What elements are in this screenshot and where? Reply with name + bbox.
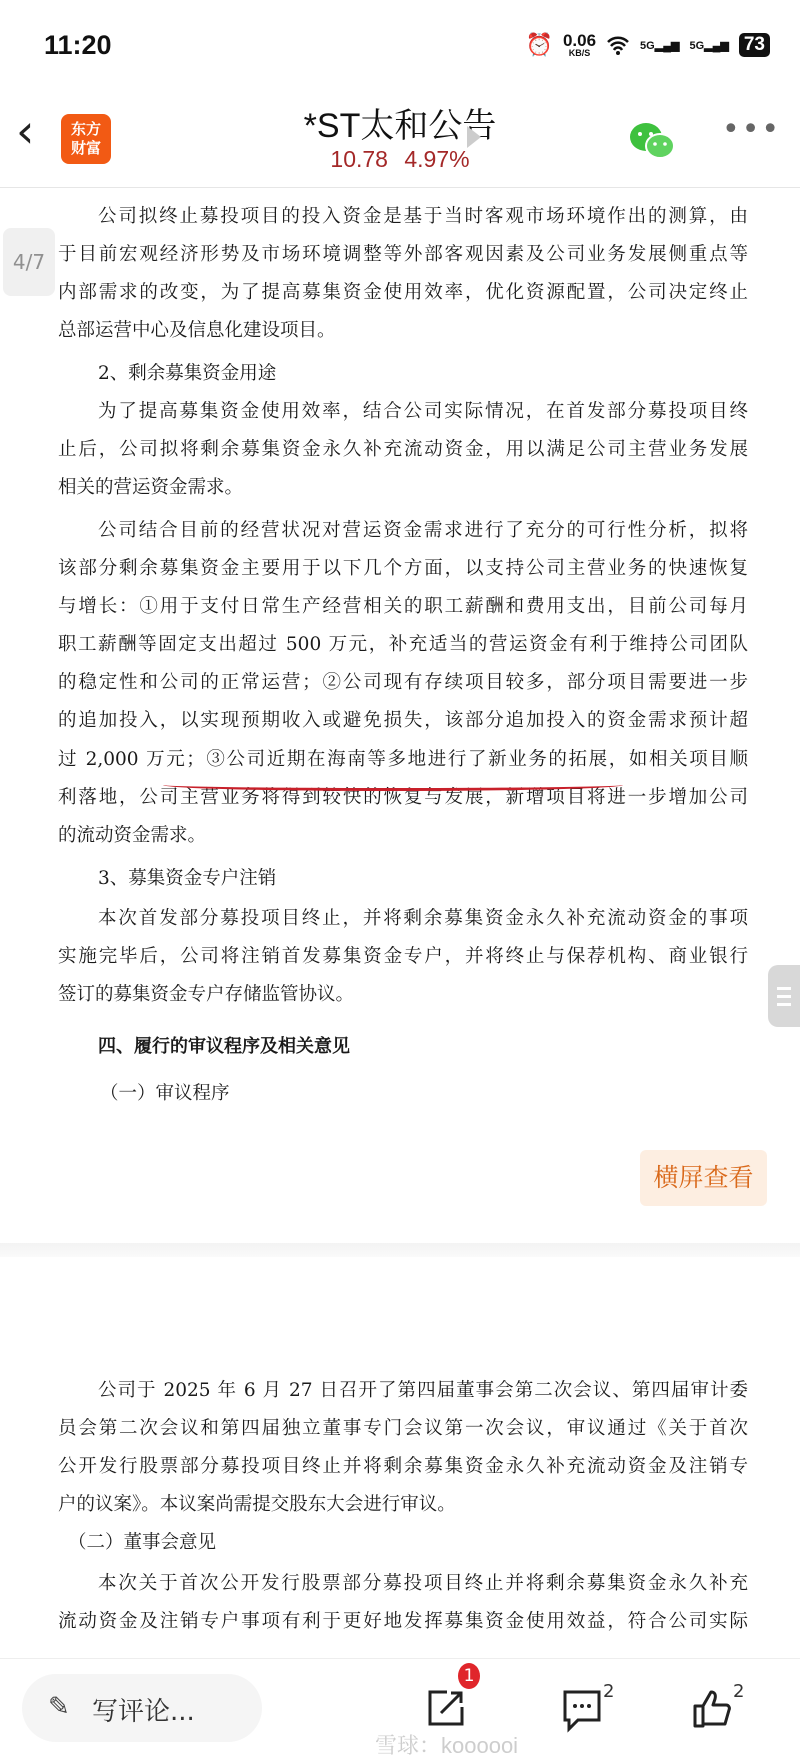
doc-line: 的流动资金需求。 [58, 825, 207, 846]
doc-line: 过 2,000 万元；③公司近期在海南等多地进行了新业务的拓展，如相关项目顺 [58, 749, 748, 770]
stock-change: 4.97% [404, 146, 470, 172]
comment-input[interactable]: ✎ 写评论... [22, 1674, 262, 1742]
doc-line: 公开发行股票部分募投项目终止并将剩余募集资金永久补充流动资金及注销专 [58, 1456, 748, 1477]
doc-line: 为了提高募集资金使用效率，结合公司实际情况，在首发部分募投项目终 [98, 401, 748, 422]
red-handwritten-underline [163, 779, 623, 791]
page-title[interactable]: *ST太和公告 [303, 107, 497, 145]
back-button[interactable]: ‹ [16, 104, 35, 158]
signal-icon-2: 5G▂▄▆ [689, 39, 729, 52]
stock-quote [0, 146, 800, 173]
page-indicator: 4/7 [3, 228, 55, 296]
net-speed: 0.06 KB/S [562, 31, 597, 58]
section-heading: 2、剩余募集资金用途 [98, 363, 277, 384]
doc-line: 实施完毕后，公司将注销首发募集资金专户，并将终止与保荐机构、商业银行 [58, 946, 748, 967]
alarm-icon: ⏰ [525, 32, 553, 57]
doc-line: 利落地，公司主营业务将得到较快的恢复与发展，新增项目将进一步增加公司 [58, 787, 748, 808]
status-bar [0, 0, 800, 90]
brand-logo[interactable]: 东方 财富 [61, 114, 111, 164]
doc-line: 该部分剩余募集资金主要用于以下几个方面，以支持公司主营业务的快速恢复 [58, 558, 748, 579]
more-options-icon[interactable]: ••• [722, 112, 782, 147]
watermark: 雪球：koooooi [375, 1733, 519, 1758]
like-icon[interactable] [692, 1689, 732, 1729]
doc-line: 总部运营中心及信息化建设项目。 [58, 320, 336, 341]
subsection-heading: （一）审议程序 [100, 1083, 230, 1104]
doc-line: 的稳定性和公司的正常运营；②公司现有存续项目较多，部分项目需要进一步 [58, 672, 748, 693]
doc-line: 公司拟终止募投项目的投入资金是基于当时客观市场环境作出的测算，由 [98, 206, 748, 227]
play-arrow-icon[interactable] [467, 126, 481, 148]
comment-count: 2 [603, 1681, 615, 1702]
section-heading: 四、履行的审议程序及相关意见 [98, 1036, 350, 1057]
doc-line: 止后，公司拟将剩余募集资金永久补充流动资金，用以满足公司主营业务发展 [58, 439, 748, 460]
comment-icon[interactable] [562, 1689, 602, 1733]
landscape-view-button[interactable]: 横屏查看 [640, 1150, 767, 1206]
pencil-icon: ✎ [48, 1692, 70, 1722]
doc-line: 相关的营运资金需求。 [58, 477, 244, 498]
doc-line: 员会第二次会议和第四届独立董事专门会议第一次会议，审议通过《关于首次 [58, 1418, 748, 1439]
wechat-share-icon[interactable] [627, 120, 677, 162]
clock: 11:20 [44, 30, 112, 60]
doc-line: 户的议案》。本议案尚需提交股东大会进行审议。 [58, 1494, 456, 1515]
stock-price: 10.78 [330, 146, 388, 172]
doc-line: 内部需求的改变，为了提高募集资金使用效率，优化资源配置，公司决定终止 [58, 282, 748, 303]
like-count: 2 [733, 1681, 745, 1702]
header [0, 90, 800, 188]
doc-line: 公司结合目前的经营状况对营运资金需求进行了充分的可行性分析，拟将 [98, 520, 748, 541]
doc-line: 与增长：①用于支付日常生产经营相关的职工薪酬和费用支出，目前公司每月 [58, 596, 748, 617]
doc-line: 流动资金及注销专户事项有利于更好地发挥募集资金使用效益，符合公司实际 [58, 1611, 748, 1632]
doc-line: 于目前宏观经济形势及市场环境调整等外部客观因素及公司业务发展侧重点等 [58, 244, 748, 265]
doc-line: 本次首发部分募投项目终止，并将剩余募集资金永久补充流动资金的事项 [98, 908, 748, 929]
scroll-handle[interactable] [768, 965, 800, 1027]
doc-line: 本次关于首次公开发行股票部分募投项目终止并将剩余募集资金永久补充 [98, 1573, 748, 1594]
doc-line: 的追加投入，以实现预期收入或避免损失，该部分追加投入的资金需求预计超 [58, 710, 748, 731]
share-icon[interactable] [427, 1689, 465, 1727]
bottom-bar [0, 1658, 800, 1759]
wifi-icon [606, 35, 630, 55]
share-badge: 1 [458, 1663, 480, 1689]
signal-icon-1: 5G▂▄▆ [640, 39, 680, 52]
battery-icon: 73 [739, 33, 770, 57]
subsection-heading: （二）董事会意见 [68, 1532, 217, 1553]
doc-line: 职工薪酬等固定支出超过 500 万元，补充适当的营运资金有利于维持公司团队 [58, 634, 748, 655]
section-heading: 3、募集资金专户注销 [98, 868, 277, 889]
doc-line: 签订的募集资金专户存储监管协议。 [58, 984, 355, 1005]
page-separator [0, 1243, 800, 1257]
doc-line: 公司于 2025 年 6 月 27 日召开了第四届董事会第二次会议、第四届审计委 [98, 1380, 748, 1401]
